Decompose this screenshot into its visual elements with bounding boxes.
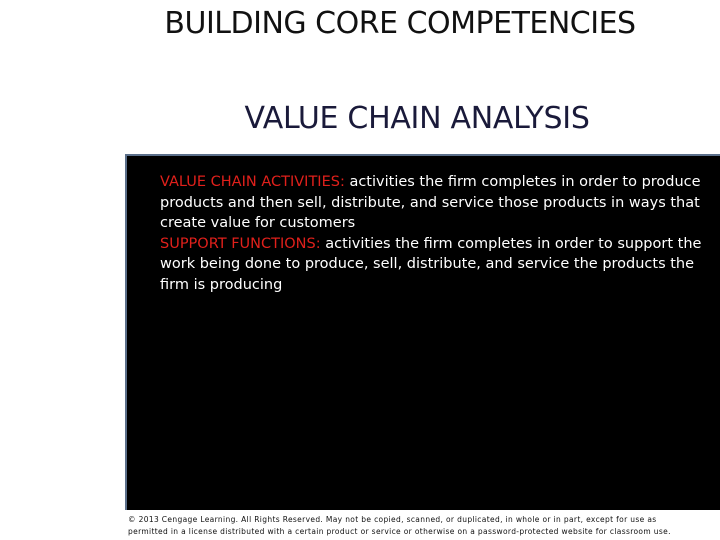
bullet-text: activities the firm completes in order to produce products and then sell, distribute, and service those products in ways that create value for customers [160, 174, 701, 231]
copyright-line-2: permitted in a license distributed with a certain product or service or otherwise on a password-protected website for classroom use. [128, 527, 671, 536]
slide-title: BUILDING CORE COMPETENCIES [164, 6, 636, 41]
bullet-term: VALUE CHAIN ACTIVITIES: [160, 174, 345, 190]
section-title: VALUE CHAIN ANALYSIS [244, 101, 590, 136]
bullet-value-chain-activities [160, 172, 705, 234]
bullet-term: SUPPORT FUNCTIONS: [160, 235, 321, 252]
bullet-text: activities the firm completes in order to support the work being done to produce, sell, distribute, and service the products the firm is producing [160, 235, 702, 293]
bullet-list [160, 172, 705, 295]
bullet-support-functions [160, 234, 705, 296]
copyright-line-1: © 2013 Cengage Learning. All Rights Reserved. May not be copied, scanned, or duplicated, in whole or in part, except for use as [128, 515, 657, 524]
copyright-footer [128, 514, 718, 538]
